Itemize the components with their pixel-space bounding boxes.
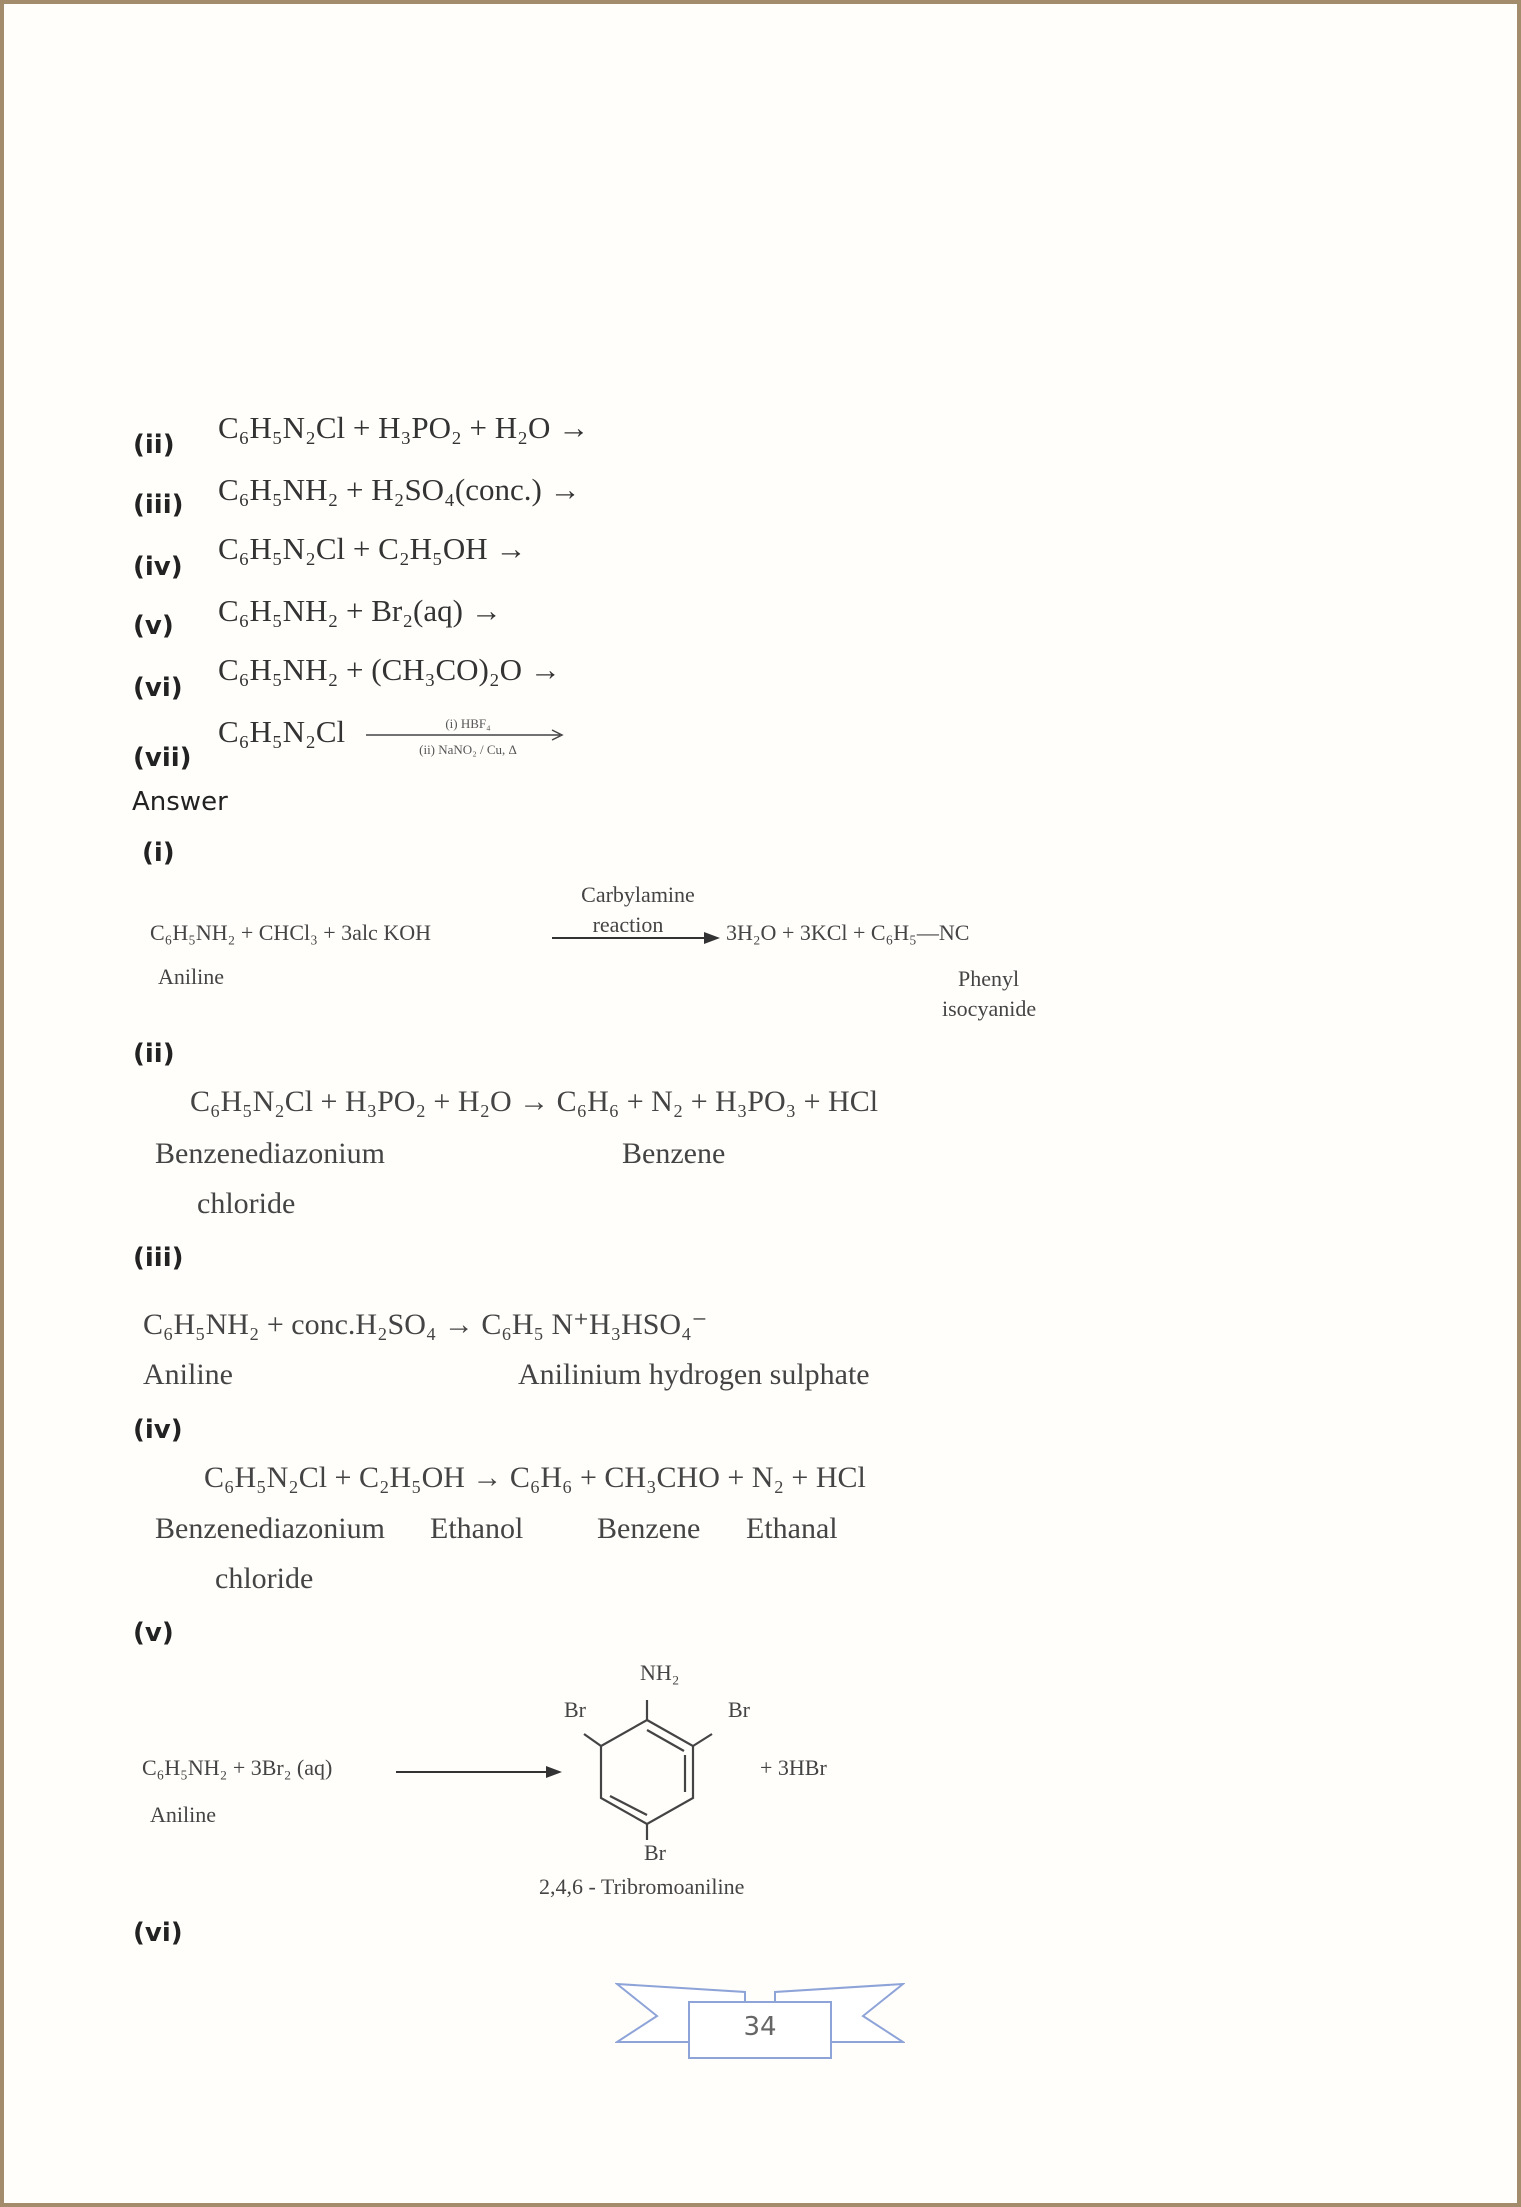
substituent-label: Br (728, 1697, 750, 1722)
question-formula: C₆H₅N₂Cl + H₃PO₂ + H₂O → (218, 410, 590, 445)
equation: C₆H₅N₂Cl + H₃PO₂ + H₂O → C₆H₆ + N₂ + H₃PO₃ + HCl (190, 1085, 879, 1118)
answer-heading: Answer (132, 787, 228, 817)
arrow-label: reaction (592, 912, 664, 937)
equation: C₆H₅N₂Cl + C₂H₅OH → C₆H₆ + CH₃CHO + N₂ + HCl (204, 1461, 866, 1494)
arrow-condition-bottom: (ii) NaNO₂ / Cu, Δ (419, 742, 517, 757)
compound-name: chloride (215, 1562, 314, 1595)
substituent-label: NH₂ (640, 1660, 680, 1685)
equation: C₆H₅NH₂ + conc.H₂SO₄ → C₆H₅ N⁺H₃HSO₄⁻ (143, 1308, 708, 1341)
question-label: (vi) (133, 673, 183, 703)
compound-name: Benzenediazonium (155, 1512, 385, 1545)
question-label: (iv) (133, 552, 183, 582)
question-label: (vii) (133, 743, 192, 773)
compound-name: chloride (197, 1187, 296, 1220)
question-label: (iii) (133, 490, 184, 520)
question-formula: C₆H₅NH₂ + H₂SO₄(conc.) → (218, 472, 581, 507)
compound-name: isocyanide (942, 996, 1037, 1021)
compound-name: Aniline (150, 1802, 216, 1827)
reaction-arrow (396, 1764, 566, 1780)
reaction-arrow (552, 930, 722, 946)
benzene-ring (580, 1700, 720, 1850)
question-formula: C₆H₅NH₂ + Br₂(aq) → (218, 593, 502, 628)
substituent-label: Br (564, 1697, 586, 1722)
answer-label: (ii) (133, 1039, 175, 1069)
compound-name: Benzene (622, 1137, 726, 1170)
compound-name: Ethanol (430, 1512, 524, 1545)
substituent-label: Br (644, 1840, 666, 1865)
compound-name: 2,4,6 - Tribromoaniline (539, 1874, 745, 1899)
byproduct: + 3HBr (760, 1755, 827, 1780)
question-label: (ii) (133, 430, 175, 460)
arrow-condition-top: (i) HBF₄ (445, 716, 491, 731)
products: 3H₂O + 3KCl + C₆H₅—NC (726, 920, 970, 945)
answer-label: (iii) (133, 1243, 184, 1273)
page-number: 34 (743, 2012, 777, 2042)
compound-name: Aniline (158, 964, 224, 989)
question-formula: C₆H₅NH₂ + (CH₃CO)₂O → (218, 652, 561, 687)
compound-name: Benzenediazonium (155, 1137, 385, 1170)
compound-name: Anilinium hydrogen sulphate (518, 1358, 870, 1391)
compound-name: Ethanal (746, 1512, 838, 1545)
arrow-label: Carbylamine (581, 882, 695, 907)
question-formula: C₆H₅N₂Cl + C₂H₅OH → (218, 531, 527, 566)
answer-label: (v) (133, 1618, 174, 1648)
answer-label: (vi) (133, 1918, 183, 1948)
question-label: (v) (133, 611, 174, 641)
compound-name: Phenyl (958, 966, 1020, 991)
answer-label: (iv) (133, 1415, 183, 1445)
compound-name: Benzene (597, 1512, 701, 1545)
reactants: C₆H₅NH₂ + 3Br₂ (aq) (142, 1755, 333, 1780)
reactants: C₆H₅NH₂ + CHCl₃ + 3alc KOH (150, 920, 431, 945)
question-formula: C₆H₅N₂Cl (218, 714, 346, 749)
reaction-arrow (366, 728, 566, 742)
answer-label: (i) (142, 838, 175, 868)
compound-name: Aniline (143, 1358, 233, 1391)
